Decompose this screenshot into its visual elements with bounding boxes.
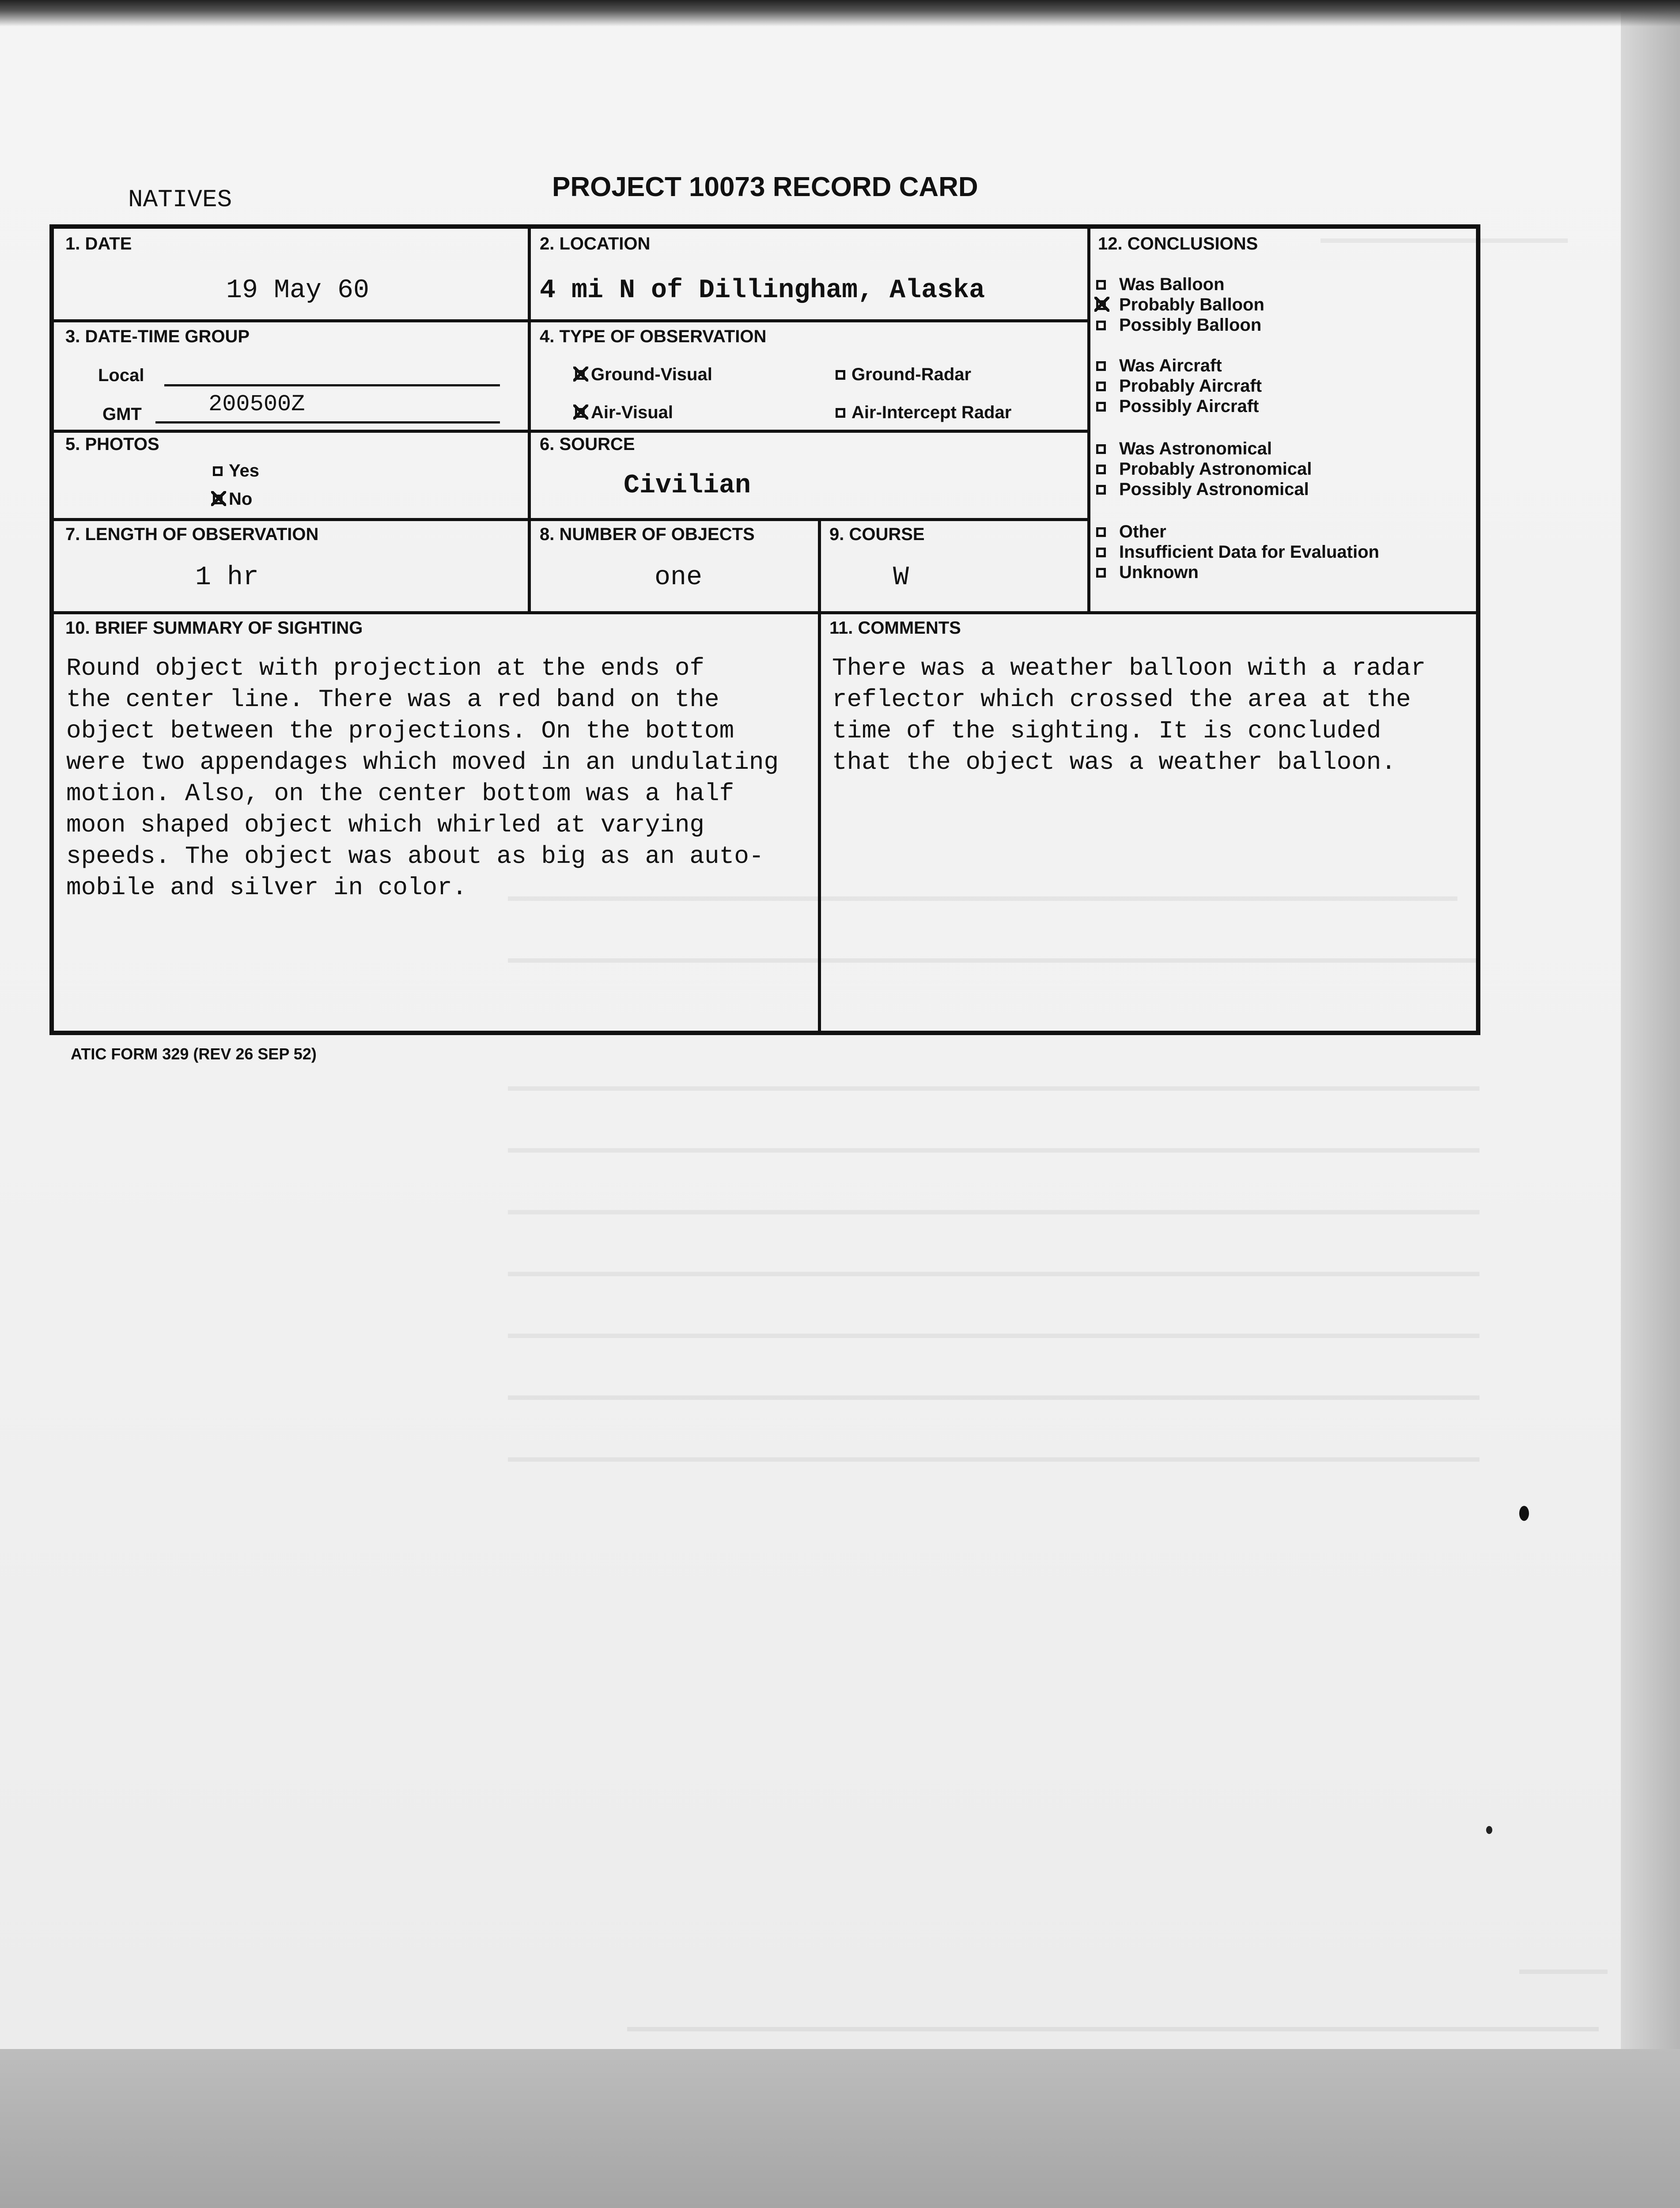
dtg-gmt-line <box>155 421 500 423</box>
dtg-gmt-label: GMT <box>102 405 142 424</box>
conclusion-was-aircraft: Was Aircraft <box>1096 356 1222 376</box>
checkbox-icon <box>213 466 223 476</box>
card-title: PROJECT 10073 RECORD CARD <box>552 172 978 202</box>
checkbox-checked-icon <box>1096 300 1106 310</box>
checkbox-icon <box>1096 568 1106 578</box>
divider <box>54 430 1087 433</box>
checkbox-icon <box>836 370 845 380</box>
conclusions-label: 12. CONCLUSIONS <box>1098 234 1258 253</box>
divider <box>818 518 821 1035</box>
form-identifier: ATIC FORM 329 (REV 26 SEP 52) <box>71 1045 317 1063</box>
source-value: Civilian <box>624 471 751 501</box>
scan-speck <box>1519 1506 1529 1521</box>
header-natives: NATIVES <box>128 185 232 214</box>
scan-right-edge <box>1621 0 1680 2049</box>
checkbox-icon <box>1096 527 1106 537</box>
scan-lower-band <box>0 2049 1680 2208</box>
photos-no: No <box>213 489 252 509</box>
conclusion-other: Other <box>1096 522 1166 542</box>
summary-text: Round object with projection at the ends of the center line. There was a red band on the object between the projections. On the bottom were two appendages which moved in an undulating motion. Also, on the center bottom was a half moon shaped object which whirled at varying speeds. The object was about as big as an auto- mobile and silver in color. <box>66 654 779 902</box>
option-air-visual: Air-Visual <box>575 403 673 423</box>
comments-label: 11. COMMENTS <box>829 618 961 638</box>
location-value: 4 mi N of Dillingham, Alaska <box>540 276 985 306</box>
photos-label: 5. PHOTOS <box>65 435 159 454</box>
length-value: 1 hr <box>195 563 259 593</box>
checkbox-checked-icon <box>213 495 223 504</box>
dtg-gmt-value: 200500Z <box>208 391 305 417</box>
photos-yes: Yes <box>213 461 259 481</box>
divider <box>528 229 531 611</box>
divider <box>54 319 1087 322</box>
checkbox-checked-icon <box>575 370 585 380</box>
course-label: 9. COURSE <box>829 525 925 544</box>
scan-top-edge <box>0 0 1680 26</box>
length-label: 7. LENGTH OF OBSERVATION <box>65 525 319 544</box>
checkbox-icon <box>1096 548 1106 557</box>
conclusion-possibly-balloon: Possibly Balloon <box>1096 315 1261 335</box>
conclusion-was-balloon: Was Balloon <box>1096 275 1225 295</box>
conclusion-unknown: Unknown <box>1096 563 1199 582</box>
num-objects-label: 8. NUMBER OF OBJECTS <box>540 525 755 544</box>
date-value: 19 May 60 <box>226 276 370 306</box>
checkbox-icon <box>1096 465 1106 474</box>
dtg-local-label: Local <box>98 366 144 385</box>
location-label: 2. LOCATION <box>540 234 651 253</box>
conclusion-insufficient-data: Insufficient Data for Evaluation <box>1096 542 1379 562</box>
type-obs-label: 4. TYPE OF OBSERVATION <box>540 327 767 346</box>
checkbox-icon <box>1096 361 1106 371</box>
divider <box>54 518 1087 521</box>
checkbox-icon <box>1096 485 1106 495</box>
num-objects-value: one <box>655 563 703 593</box>
checkbox-checked-icon <box>575 408 585 418</box>
conclusion-possibly-astronomical: Possibly Astronomical <box>1096 480 1309 499</box>
comments-text: There was a weather balloon with a radar reflector which crossed the area at the time of the sighting. It is concluded that the object was a weather balloon. <box>832 654 1426 776</box>
date-label: 1. DATE <box>65 234 132 253</box>
checkbox-icon <box>1096 382 1106 391</box>
conclusion-was-astronomical: Was Astronomical <box>1096 439 1272 459</box>
divider <box>54 611 1480 614</box>
checkbox-icon <box>1096 444 1106 454</box>
course-value: W <box>893 563 909 593</box>
option-air-intercept-radar: Air-Intercept Radar <box>836 403 1011 423</box>
checkbox-icon <box>836 408 845 418</box>
dtg-local-line <box>164 384 500 386</box>
option-ground-visual: Ground-Visual <box>575 365 712 385</box>
divider <box>1087 229 1090 611</box>
summary-label: 10. BRIEF SUMMARY OF SIGHTING <box>65 618 363 638</box>
conclusion-probably-astronomical: Probably Astronomical <box>1096 459 1312 479</box>
option-ground-radar: Ground-Radar <box>836 365 971 385</box>
record-card-table <box>49 224 1480 1035</box>
conclusion-possibly-aircraft: Possibly Aircraft <box>1096 397 1259 416</box>
conclusion-probably-balloon: Probably Balloon <box>1096 295 1264 315</box>
dtg-label: 3. DATE-TIME GROUP <box>65 327 250 346</box>
checkbox-icon <box>1096 402 1106 412</box>
source-label: 6. SOURCE <box>540 435 635 454</box>
conclusion-probably-aircraft: Probably Aircraft <box>1096 376 1262 396</box>
checkbox-icon <box>1096 280 1106 290</box>
checkbox-icon <box>1096 321 1106 330</box>
scan-speck <box>1486 1826 1492 1834</box>
